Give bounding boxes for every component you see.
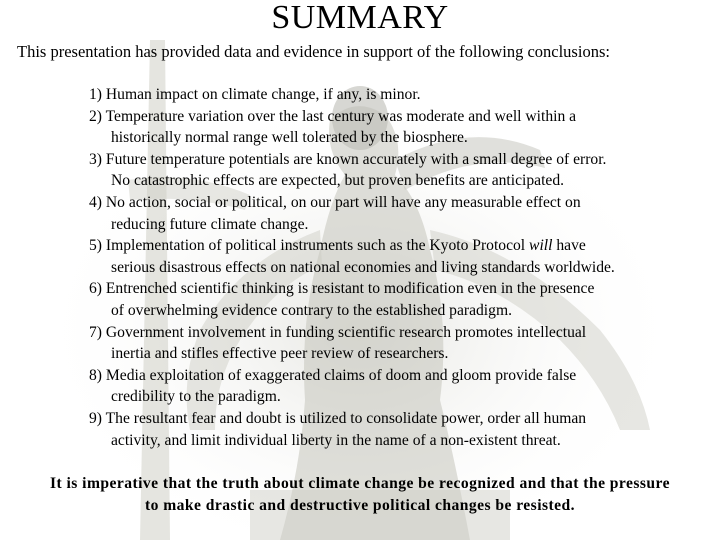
closing-line-2: to make drastic and destructive political changes be resisted. [145,497,575,514]
conclusion-text: Government involvement in funding scientific research promotes intellectual [105,323,587,341]
conclusion-item-4 [89,192,714,235]
conclusion-item-6 [89,278,714,321]
conclusion-text: The resultant fear and doubt is utilized to consolidate power, order all human [105,409,587,427]
conclusion-text: Implementation of political instruments such as the Kyoto Protocol [105,237,526,255]
intro-text: This presentation has provided data and evidence in support of the following conclusions: [17,42,610,61]
conclusion-number: 7) [89,323,102,341]
conclusion-text: Entrenched scientific thinking is resistant to modification even in the presence [105,280,595,298]
conclusion-text-continued: of overwhelming evidence contrary to the established paradigm. [111,301,512,319]
conclusion-number: 9) [89,409,102,427]
conclusion-text: Future temperature potentials are known accurately with a small degree of error. [105,150,607,168]
conclusion-text-continued: activity, and limit individual liberty in the name of a non-existent threat. [111,431,561,449]
closing-statement [10,473,710,517]
conclusion-number: 5) [89,237,102,255]
conclusion-number: 4) [89,193,102,211]
conclusion-number: 6) [89,280,102,298]
conclusion-text-continued: inertia and stifles effective peer review of researchers. [111,345,449,363]
conclusion-item-2 [89,106,714,149]
conclusion-number: 3) [89,150,102,168]
conclusion-number: 2) [89,107,102,125]
conclusion-emphasis: will [529,237,553,255]
conclusion-text-continued: No catastrophic effects are expected, but proven benefits are anticipated. [111,172,565,190]
conclusion-item-8 [89,365,714,408]
conclusion-text: No action, social or political, on our part will have any measurable effect on [105,193,581,211]
closing-line-1: It is imperative that the truth about climate change be recognized and that the pressure [50,475,670,492]
conclusion-item-7 [89,322,714,365]
conclusion-item-3 [89,149,714,192]
conclusion-item-9 [89,408,714,451]
conclusion-item-1 [89,84,714,106]
conclusion-item-5 [89,235,714,278]
slide-title: SUMMARY [271,0,449,36]
conclusion-text: Media exploitation of exaggerated claims of doom and gloom provide false [105,366,577,384]
conclusion-text-tail: have [556,237,586,255]
conclusion-text-continued: historically normal range well tolerated by the biosphere. [111,129,468,147]
conclusion-text: Human impact on climate change, if any, is minor. [105,86,421,103]
conclusion-text-continued: credibility to the paradigm. [111,388,281,406]
conclusion-text-continued: serious disastrous effects on national economies and living standards worldwide. [111,258,615,276]
conclusion-text: Temperature variation over the last century was moderate and well within a [105,107,577,125]
conclusion-number: 1) [89,86,102,103]
conclusion-number: 8) [89,366,102,384]
conclusions-list [89,84,714,451]
conclusion-text-continued: reducing future climate change. [111,215,309,233]
